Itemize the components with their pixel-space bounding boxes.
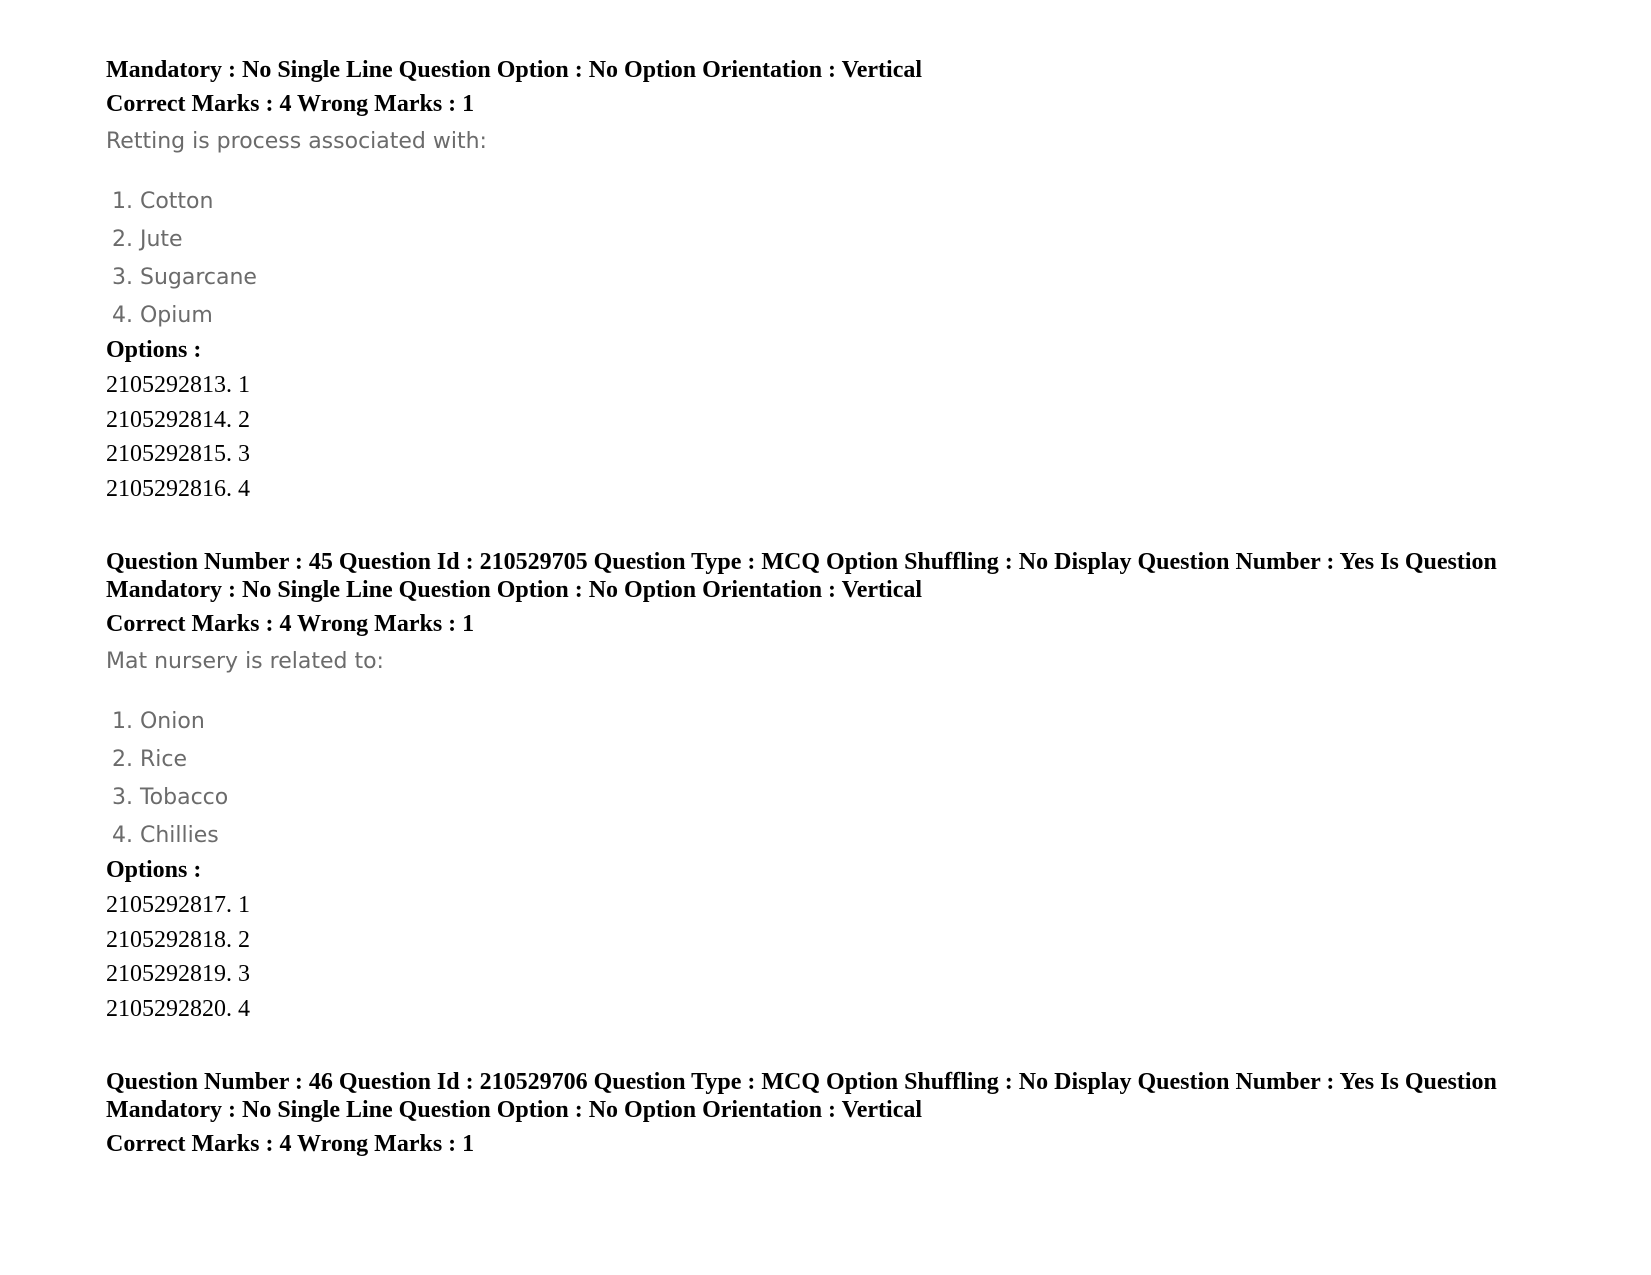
options-heading: Options : (106, 337, 202, 363)
question-meta-line: Mandatory : No Single Line Question Option : No Option Orientation : Vertical (106, 1097, 923, 1123)
question-text: Mat nursery is related to: (106, 649, 384, 674)
question-meta-line: Question Number : 45 Question Id : 210529705 Question Type : MCQ Option Shuffling : No Display Question Number : Yes Is Question (106, 549, 1497, 575)
section-spacer (106, 1026, 1586, 1068)
question-choice-list (112, 188, 1586, 340)
question-block-46 (106, 1068, 1586, 1158)
question-choice: 4. Chillies (112, 823, 219, 848)
question-marks: Correct Marks : 4 Wrong Marks : 1 (106, 91, 475, 117)
question-choice-list (112, 708, 1586, 860)
question-choice: 1. Cotton (112, 189, 214, 214)
question-choice: 1. Onion (112, 709, 205, 734)
option-id-item: 2105292818. 2 (106, 926, 250, 953)
option-id-list (106, 368, 1586, 506)
options-heading: Options : (106, 857, 202, 883)
option-id-item: 2105292816. 4 (106, 475, 250, 502)
question-block-44 (106, 56, 1586, 506)
question-meta-line: Mandatory : No Single Line Question Option : No Option Orientation : Vertical (106, 577, 923, 603)
option-id-item: 2105292813. 1 (106, 372, 250, 398)
question-choice: 4. Opium (112, 303, 213, 328)
question-marks: Correct Marks : 4 Wrong Marks : 1 (106, 1131, 475, 1157)
document-page (106, 56, 1586, 1158)
option-id-list (106, 888, 1586, 1026)
question-meta-line: Question Number : 46 Question Id : 210529706 Question Type : MCQ Option Shuffling : No Display Question Number : Yes Is Question (106, 1069, 1497, 1095)
option-id-item: 2105292817. 1 (106, 892, 250, 918)
question-choice: 3. Sugarcane (112, 265, 257, 290)
question-block-45 (106, 548, 1586, 1026)
question-meta-line: Mandatory : No Single Line Question Option : No Option Orientation : Vertical (106, 57, 923, 83)
option-id-item: 2105292815. 3 (106, 441, 250, 467)
question-choice: 3. Tobacco (112, 785, 229, 810)
section-spacer (106, 506, 1586, 548)
question-choice: 2. Jute (112, 227, 183, 252)
option-id-item: 2105292820. 4 (106, 995, 250, 1022)
question-marks: Correct Marks : 4 Wrong Marks : 1 (106, 611, 475, 637)
question-choice: 2. Rice (112, 747, 188, 772)
option-id-item: 2105292814. 2 (106, 406, 250, 433)
option-id-item: 2105292819. 3 (106, 961, 250, 987)
question-text: Retting is process associated with: (106, 129, 487, 154)
